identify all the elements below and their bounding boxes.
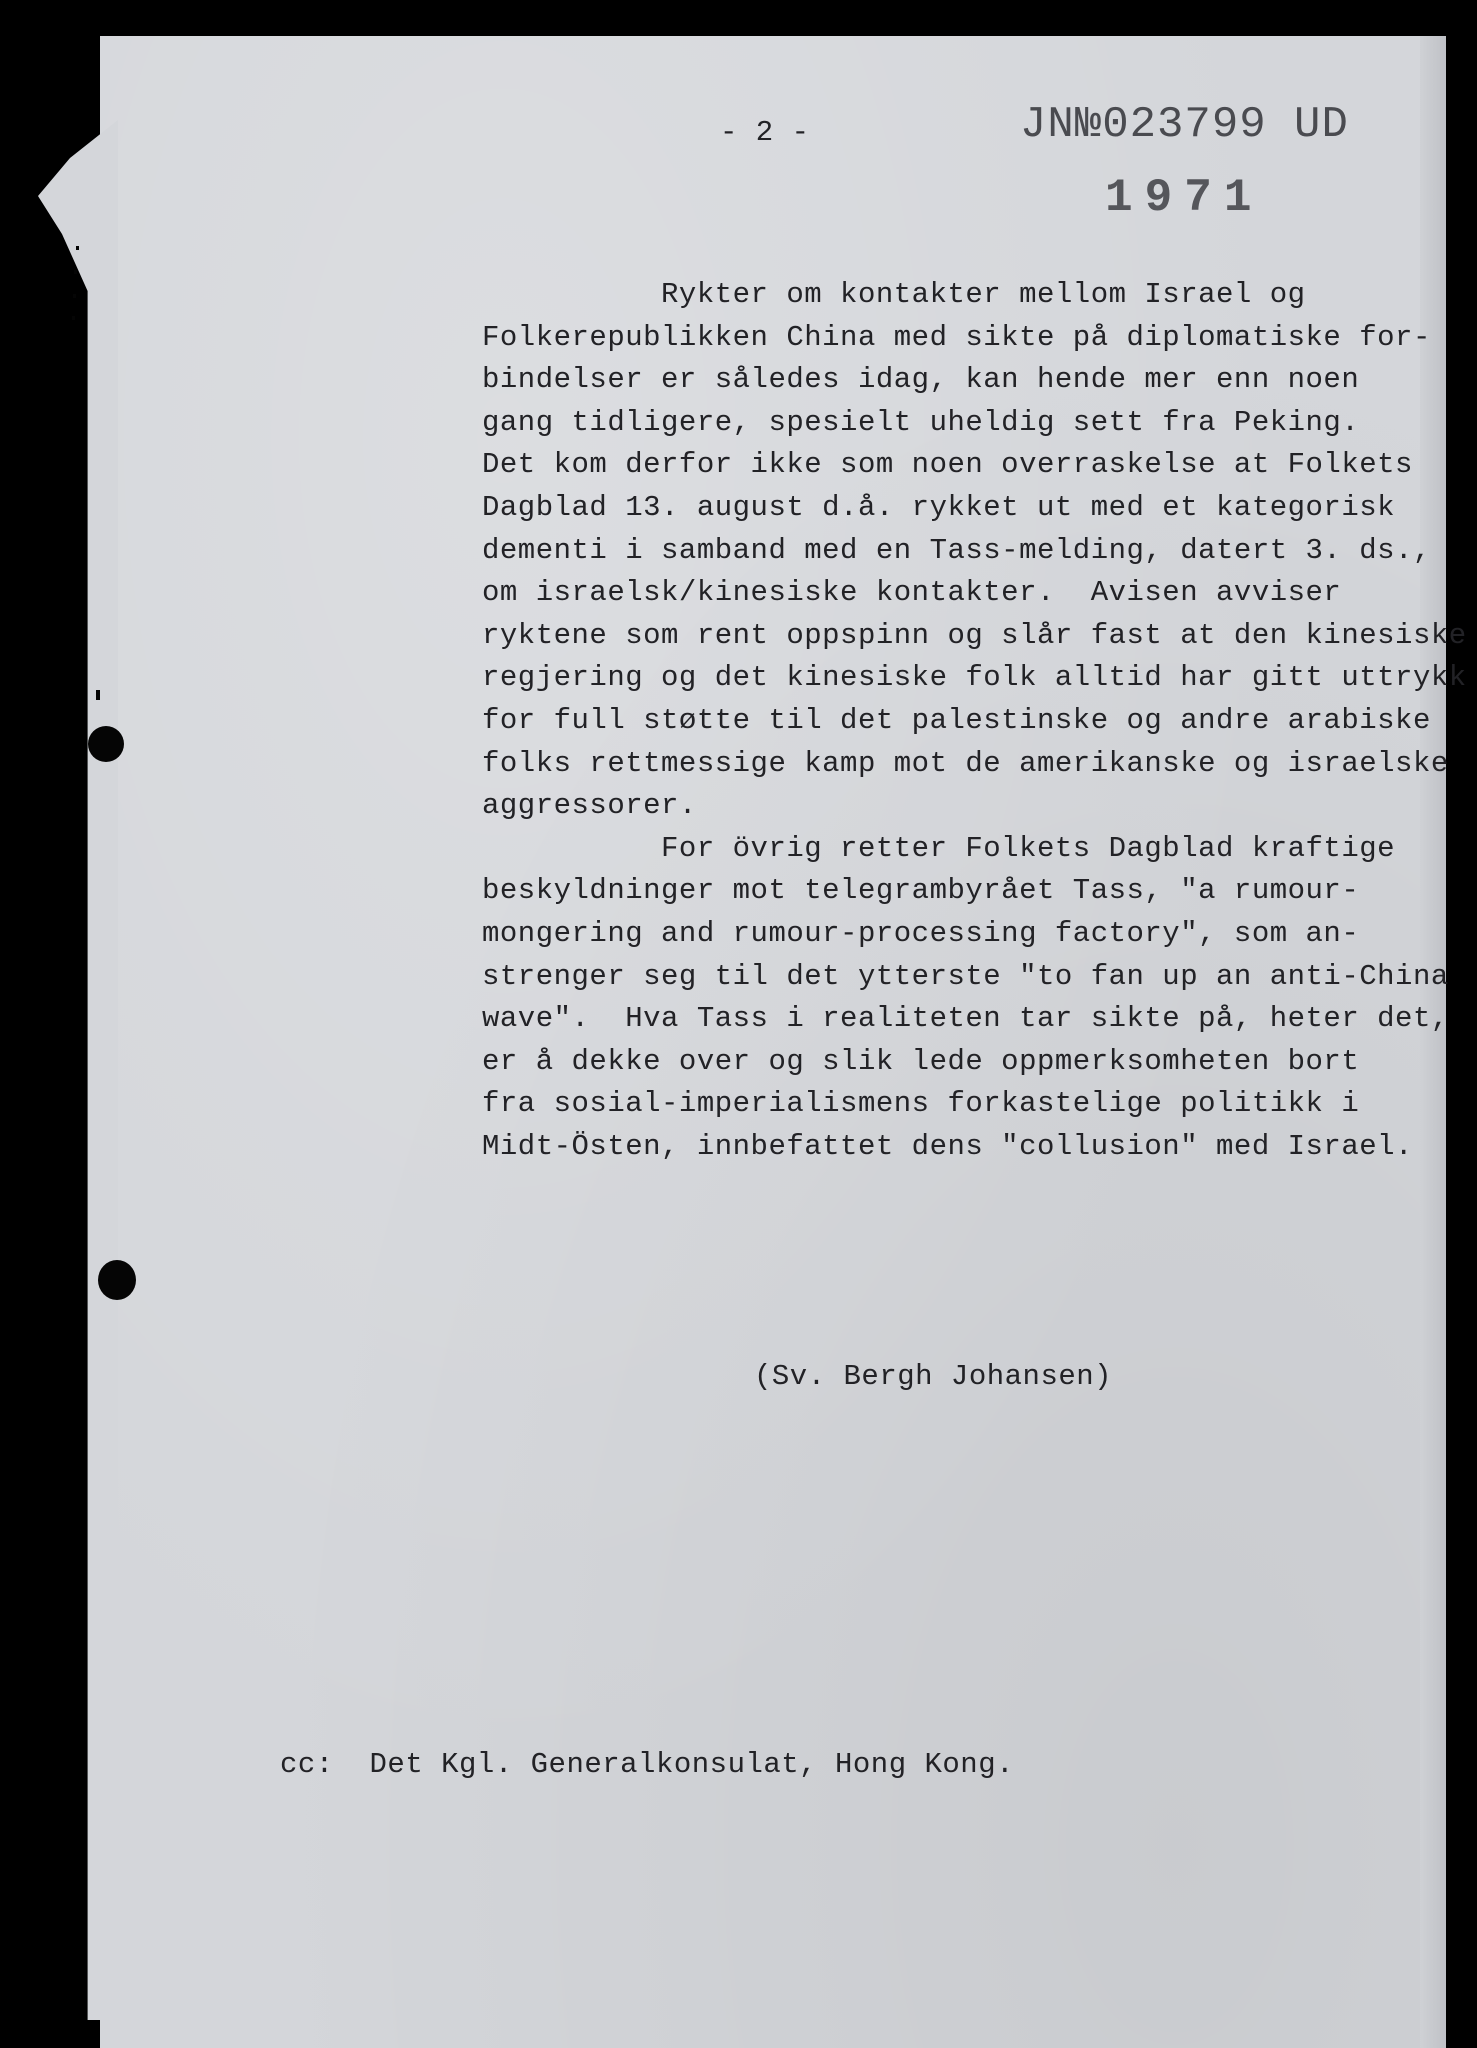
body-line: Dagblad 13. august d.å. rykket ut med et kategorisk (482, 490, 1396, 524)
body-line: beskyldninger mot telegrambyrået Tass, "a rumour- (482, 874, 1360, 908)
body-line: gang tidligere, spesielt uheldig sett fra Peking. (482, 405, 1360, 439)
page-number: - 2 - (720, 116, 810, 149)
edge-mark (96, 690, 100, 700)
body-line: wave". Hva Tass i realiteten tar sikte på, heter det, (482, 1002, 1449, 1036)
torn-paper-edge (38, 120, 118, 2020)
body-line: for full støtte til det palestinske og andre arabiske (482, 703, 1431, 737)
body-line: strenger seg til det ytterste "to fan up an anti-China (482, 959, 1449, 993)
body-line: For övrig retter Folkets Dagblad kraftige (482, 831, 1396, 865)
edge-mark (74, 270, 77, 274)
punch-hole-top (88, 726, 124, 762)
body-line: bindelser er således idag, kan hende mer enn noen (482, 363, 1360, 397)
registry-stamp-year: 1971 (1105, 172, 1264, 224)
edge-mark (76, 246, 79, 250)
registry-stamp-number: JN№023799 UD (1020, 100, 1349, 150)
body-line: dementi i samband med en Tass-melding, datert 3. ds., (482, 533, 1431, 567)
body-line: Midt-Östen, innbefattet dens "collusion" med Israel. (482, 1129, 1413, 1163)
body-line: Folkerepublikken China med sikte på diplomatiske for- (482, 320, 1431, 354)
body-line: folks rettmessige kamp mot de amerikanske og israelske (482, 746, 1449, 780)
body-line: Rykter om kontakter mellom Israel og (482, 278, 1306, 311)
carbon-copy-line: cc: Det Kgl. Generalkonsulat, Hong Kong. (280, 1748, 1015, 1781)
body-line: fra sosial-imperialismens forkastelige politikk i (482, 1087, 1360, 1121)
body-line: Det kom derfor ikke som noen overraskelse at Folkets (482, 448, 1413, 482)
body-line: om israelsk/kinesiske kontakter. Avisen avviser (482, 576, 1342, 610)
body-line: ryktene som rent oppspinn og slår fast at den kinesiske (482, 618, 1467, 652)
edge-mark (72, 316, 75, 320)
punch-hole-bottom (98, 1260, 136, 1300)
letter-body (482, 274, 1467, 1168)
body-line: er å dekke over og slik lede oppmerksomheten bort (482, 1044, 1360, 1078)
body-line: regjering og det kinesiske folk alltid har gitt uttrykk (482, 661, 1467, 695)
signature-name: (Sv. Bergh Johansen) (754, 1360, 1113, 1393)
edge-mark (73, 294, 76, 298)
body-line: mongering and rumour-processing factory", som an- (482, 916, 1360, 950)
body-line: aggressorer. (482, 789, 697, 823)
